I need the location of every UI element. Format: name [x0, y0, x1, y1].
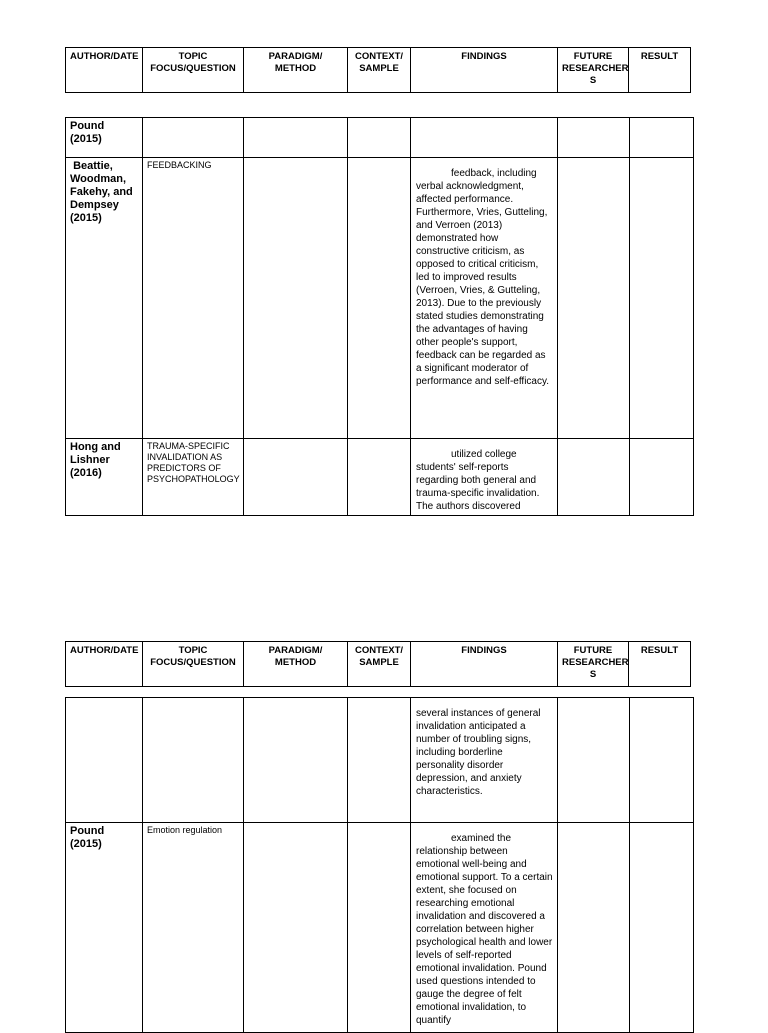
findings-text: verbal acknowledgment, affected performance. Furthermore, Vries, Gutteling, and Verroen (2013) demonstrated how constructive criticism, as opposed to critical criticism, led to improved results (Verroen, Vries, & Gutteling, 2013). Due to the previously stated studies demonstrating the advantages of having other people's support, feedback can be regarded as a significant moderator of performance and self-efficacy.	[416, 181, 550, 387]
context-cell	[348, 118, 411, 158]
paradigm-cell	[244, 439, 348, 516]
col-author-date: AUTHOR/DATE	[66, 48, 143, 93]
future-cell	[558, 439, 630, 516]
header-table-1	[65, 47, 691, 93]
future-cell	[558, 698, 630, 823]
context-cell	[348, 158, 411, 439]
col-future	[558, 48, 629, 93]
col-paradigm	[244, 642, 348, 687]
col-paradigm-label: PARADIGM/ METHOD	[268, 51, 323, 74]
result-cell	[630, 698, 694, 823]
col-future-label: FUTURE RESEARCHER S	[562, 51, 629, 86]
table-row	[66, 698, 694, 823]
col-future	[558, 642, 629, 687]
col-topic-label: TOPIC FOCUS/QUESTION	[150, 51, 236, 74]
author-cell: Hong and Lishner (2016)	[66, 439, 143, 516]
findings-cell: several instances of general invalidation anticipated a number of troubling signs, including borderline personality disorder depression, and anxiety characteristics.	[411, 698, 558, 823]
topic-cell	[143, 118, 244, 158]
col-author-date: AUTHOR/DATE	[66, 642, 143, 687]
header-table-2	[65, 641, 691, 687]
future-cell	[558, 118, 630, 158]
future-cell	[558, 823, 630, 1033]
table-row	[66, 158, 694, 439]
findings-lead: examined the	[451, 833, 512, 844]
col-paradigm-label: PARADIGM/ METHOD	[268, 645, 323, 668]
topic-cell: FEEDBACKING	[143, 158, 244, 439]
col-context	[348, 642, 411, 687]
table-row	[66, 439, 694, 516]
review-table-1	[65, 117, 694, 516]
col-result: RESULT	[629, 48, 691, 93]
col-findings: FINDINGS	[411, 642, 558, 687]
col-topic	[143, 642, 244, 687]
findings-text: relationship between emotional well-being and emotional support. To a certain extent, she focused on researching emotional invalidation and discovered a correlation between higher psychological health and lower levels of self-reported emotional invalidation. Pound used questions intended to gauge the degree of felt emotional invalidation, to quantify	[416, 846, 553, 1026]
author-cell	[66, 698, 143, 823]
findings-cell	[411, 439, 558, 516]
paradigm-cell	[244, 158, 348, 439]
context-cell	[348, 698, 411, 823]
author-cell: Pound (2015)	[66, 118, 143, 158]
review-table-2	[65, 697, 694, 1033]
topic-cell	[143, 698, 244, 823]
col-context	[348, 48, 411, 93]
findings-text: students' self-reports regarding both general and trauma-specific invalidation. The authors discovered	[416, 462, 540, 512]
findings-cell	[411, 158, 558, 439]
findings-cell	[411, 118, 558, 158]
findings-lead: utilized college	[451, 449, 517, 460]
findings-lead: feedback, including	[451, 168, 537, 179]
col-future-label: FUTURE RESEARCHER S	[562, 645, 629, 680]
author-cell: Pound (2015)	[66, 823, 143, 1033]
col-topic	[143, 48, 244, 93]
paradigm-cell	[244, 823, 348, 1033]
topic-cell: TRAUMA-SPECIFIC INVALIDATION AS PREDICTORS OF PSYCHOPATHOLOGY	[143, 439, 244, 516]
result-cell	[630, 439, 694, 516]
table-row	[66, 118, 694, 158]
table-row	[66, 823, 694, 1033]
col-context-label: CONTEXT/ SAMPLE	[354, 51, 404, 74]
paradigm-cell	[244, 118, 348, 158]
col-context-label: CONTEXT/ SAMPLE	[354, 645, 404, 668]
col-result: RESULT	[629, 642, 691, 687]
context-cell	[348, 823, 411, 1033]
result-cell	[630, 158, 694, 439]
findings-cell	[411, 823, 558, 1033]
topic-cell: Emotion regulation	[143, 823, 244, 1033]
col-topic-label: TOPIC FOCUS/QUESTION	[150, 645, 236, 668]
author-cell: Beattie, Woodman, Fakehy, and Dempsey (2015)	[66, 158, 143, 439]
col-findings: FINDINGS	[411, 48, 558, 93]
context-cell	[348, 439, 411, 516]
paradigm-cell	[244, 698, 348, 823]
future-cell	[558, 158, 630, 439]
result-cell	[630, 823, 694, 1033]
result-cell	[630, 118, 694, 158]
col-paradigm	[244, 48, 348, 93]
